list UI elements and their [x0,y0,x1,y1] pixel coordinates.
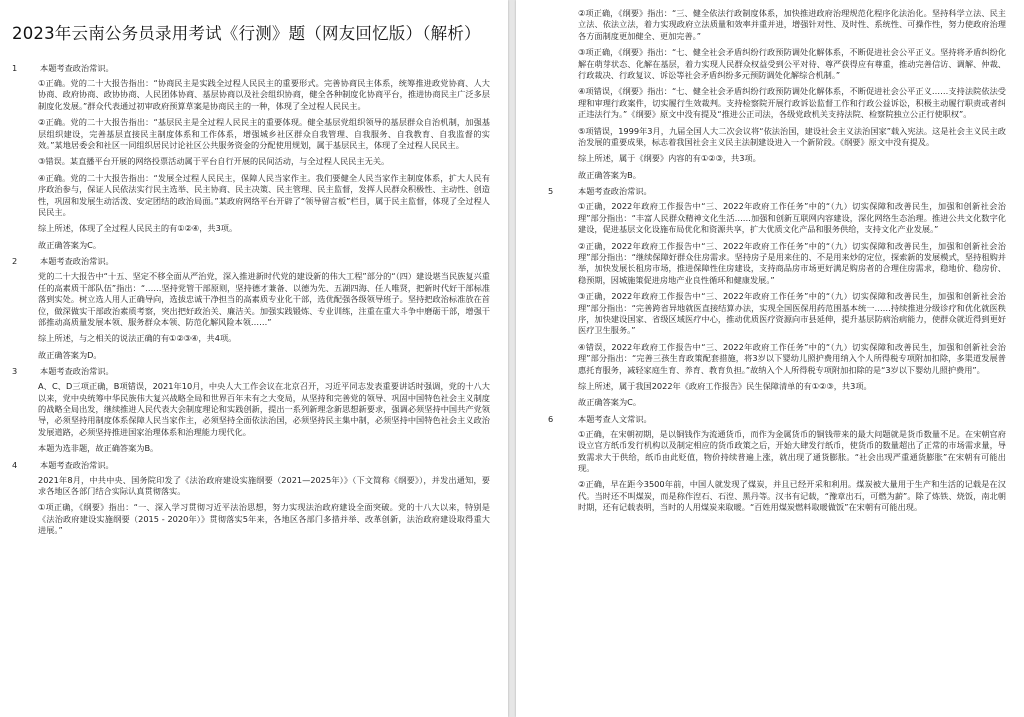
explanation-paragraph: 本题为选非题，故正确答案为B。 [38,443,159,454]
question-block [530,8,1006,181]
explanation-paragraph: ①项正确，《纲要》指出：“一、深入学习贯彻习近平法治思想，努力实现法治政府建设全面突破。党的十八大以来，特别是《法治政府建设实施纲要（2015 - 2020年）》贯彻落实5年来，各地区各部门多措并举、改革创新，法治政府建设取得重大进展。” [38,502,490,536]
question-topic: 本题考查政治常识。 [40,459,114,470]
explanation-paragraph: 故正确答案为C。 [578,397,642,408]
question-header [530,414,1006,425]
explanation-paragraph: A、C、D三项正确，B项错误，2021年10月，中央人大工作会议在北京召开，习近平同志发表重要讲话时强调，党的十八大以来，党中央统筹中华民族伟大复兴战略全局和世界百年未有之大变局，从坚持和完善党的领导、巩固中国特色社会主义制度的战略全局出发，继续推进人民代表大会制度理论和实践创新，提出一系列新理念新思想新要求，强调必须坚持中国共产党领导，必须坚持用制度体系保障人民当家作主，必须坚持全面依法治国，必须坚持民主集中制，必须坚持中国特色社会主义政治发展道路，必须坚持推进国家治理体系和治理能力现代化。 [38,381,490,437]
explanation-paragraph: 综上所述，属于我国2022年《政府工作报告》民生保障清单的有①②③，共3项。 [578,380,872,391]
question-number: 5 [548,186,554,197]
question-block [530,186,1006,409]
explanation-paragraph: ③正确，2022年政府工作报告中“三、2022年政府工作任务”中的“（九）切实保障和改善民生，加强和创新社会治理”部分指出：“完善跨省异地就医直接结算办法，实现全国医保用药范围基本统一……持续推进分级诊疗和优化就医秩序，加快建设国家、省级区域医疗中心，推动优质医疗资源向市县延伸，提升基层防病治病能力，使群众就近得到更好医疗卫生服务。” [578,291,1006,336]
question-number: 4 [12,459,18,470]
question-number: 2 [12,256,18,267]
question-topic: 本题考查人文常识。 [578,413,652,424]
question-number: 6 [548,413,554,424]
explanation-paragraph: ②项正确，《纲要》指出：“三、健全依法行政制度体系，加快推进政府治理规范化程序化法治化。坚持科学立法、民主立法、依法立法，着力实现政府立法质量和效率并重并进，增强针对性、及时性、系统性、可操作性，努力使政府治理各方面制度更加健全、更加完善。” [578,8,1006,41]
explanation-paragraph: 综上所述，与之相关的说法正确的有①②③④，共4项。 [38,333,237,344]
question-header [10,366,490,377]
explanation-paragraph: ②正确，早在距今3500年前，中国人就发现了煤炭，并且已经开采和利用。煤炭被大量用于生产和生活的记载是在汉代。当时还不叫煤炭，而是称作湼石、石湼、黑丹等。汉书有记载，“豫章出石，可燃为薪”。除了炼铁、烧饭，南北朝时期，还有记载表明，当时的人用煤炭来取暖。“百姓用煤炭燃料取暖做饭”在宋朝有可能出现。 [578,479,1006,513]
explanation-paragraph: ④错误，2022年政府工作报告中“三、2022年政府工作任务”中的“（九）切实保障和改善民生，加强和创新社会治理”部分指出：“完善三孩生育政策配套措施，将3岁以下婴幼儿照护费用纳入个人所得税专项附加扣除，多渠道发展普惠托育服务，减轻家庭生育、养育、教育负担。”故纳入个人所得税专项附加扣除的是“3岁以下婴幼儿照护费用”。 [578,341,1006,375]
document-title: 2023年云南公务员录用考试《行测》题（网友回忆版）（解析） [12,24,481,43]
explanation-paragraph: ④正确。党的二十大报告指出：“发展全过程人民民主，保障人民当家作主。我们要健全人民当家作主制度体系，扩大人民有序政治参与，保证人民依法实行民主选举、民主协商、民主决策、民主管理、民主监督，发挥人民群众积极性、主动性、创造性，巩固和发展生动活泼、安定团结的政治局面。”某政府网络平台开辟了“领导留言板”栏目，属于民主监督，体现了全过程人民民主。 [38,172,490,218]
explanation-paragraph: ①正确，在宋朝初期，是以铜钱作为流通货币，而作为金属货币的铜钱带来的最大问题就是货币数量不足。在宋朝官府设立官方纸币发行机构以及制定相应的货币政策之后，开始大肆发行纸币，使货币的数量超出了正常的市场需求量，导致需求大于供给，纸币由此贬值，物价持续普遍上涨，就出现了通货膨胀。“社会出现严重通货膨胀”在宋朝有可能出现。 [578,428,1006,473]
question-block [10,63,490,251]
explanation-paragraph: 故正确答案为C。 [38,239,102,250]
question-topic: 本题考查政治常识。 [40,63,114,73]
question-topic: 本题考查政治常识。 [40,256,114,267]
explanation-paragraph: ②正确。党的二十大报告指出：“基层民主是全过程人民民主的重要体现。健全基层党组织领导的基层群众自治机制，加强基层组织建设，完善基层直接民主制度体系和工作体系，增强城乡社区群众自我管理、自我服务、自我教育、自我监督的实效。”某地居委会和社区一同组织居民讨论社区公共服务资金的分配使用规划，属于基层民主，体现了全过程人民民主。 [38,117,490,151]
explanation-paragraph: ①正确，2022年政府工作报告中“三、2022年政府工作任务”中的“（九）切实保障和改善民生，加强和创新社会治理”部分指出：“丰富人民群众精神文化生活……加强和创新互联网内容建设，深化网络生态治理。推进公共文化数字化建设，促进基层文化设施布局优化和资源共享，扩大优质文化产品和服务供给，支持文化产业发展。” [578,201,1006,235]
explanation-paragraph: 综上所述，体现了全过程人民民主的有①②④，共3项。 [38,223,238,234]
question-block [10,460,490,537]
question-block [10,366,490,454]
question-block [530,414,1006,514]
question-header [10,460,490,471]
explanation-paragraph: 综上所述，属于《纲要》内容的有①②③，共3项。 [578,153,761,164]
explanation-paragraph: ③错误。某直播平台开展的网络投票活动属于平台自行开展的民间活动，与全过程人民民主无关。 [38,156,390,167]
explanation-paragraph: ①正确。党的二十大报告指出：“协商民主是实践全过程人民民主的重要形式。完善协商民主体系，统筹推进政党协商、人大协商、政府协商、政协协商、人民团体协商、基层协商以及社会组织协商，健全各种制度化协商平台，推进协商民主广泛多层制度化发展。”群众代表通过初审政府预算草案是协商民主的一种，体现了全过程人民民主。 [38,78,490,111]
question-header [10,256,490,267]
explanation-paragraph: ④项错误，《纲要》指出：“七、健全社会矛盾纠纷行政预防调处化解体系，不断促进社会公平正义……支持法院依法受理和审理行政案件，切实履行生效裁判。支持检察院开展行政诉讼监督工作和行政公益诉讼，积极主动履行职责或者纠正违法行为。”《纲要》原文中没有提及“推进公正司法，各级党政机关支持法院、检察院独立公正行使职权”。 [578,86,1006,120]
explanation-paragraph: ②正确，2022年政府工作报告中“三、2022年政府工作任务”中的“（九）切实保障和改善民生，加强和创新社会治理”部分指出：“继续保障好群众住房需求。坚持房子是用来住的、不是用来炒的定位，探索新的发展模式，坚持租购并举，加快发展长租房市场，推进保障性住房建设，支持商品房市场更好满足购房者的合理住房需求，稳地价、稳房价、稳预期，因城施策促进房地产业良性循环和健康发展。” [578,240,1006,285]
question-header [10,63,490,74]
question-topic: 本题考查政治常识。 [40,366,114,377]
explanation-paragraph: ⑤项错误，1999年3月，九届全国人大二次会议将“依法治国，建设社会主义法治国家”载入宪法。这是社会主义民主政治发展的重要成果，标志着我国社会主义民主法制建设进入一个新阶段。《纲要》原文中没有提及。 [578,125,1006,148]
question-block [10,256,490,361]
explanation-paragraph: 故正确答案为B。 [578,169,641,180]
question-number: 3 [12,366,18,377]
document-page-left [0,0,508,717]
question-number: 1 [12,63,18,73]
explanation-paragraph: ③项正确，《纲要》指出：“七、健全社会矛盾纠纷行政预防调处化解体系，不断促进社会公平正义。坚持将矛盾纠纷化解在萌芽状态、化解在基层，着力实现人民群众权益受到公平对待、尊严获得应有尊重，推动完善信访、调解、仲裁、行政裁决、行政复议、诉讼等社会矛盾纠纷多元预防调处化解综合机制。” [578,47,1006,81]
question-topic: 本题考查政治常识。 [578,186,652,197]
document-page-right [516,0,1024,717]
left-page-body [10,63,490,537]
explanation-paragraph: 故正确答案为D。 [38,349,102,360]
question-header [530,186,1006,197]
right-page-body [530,8,1006,514]
explanation-paragraph: 2021年8月，中共中央、国务院印发了《法治政府建设实施纲要（2021—2025年）》（下文简称《纲要》），并发出通知，要求各地区各部门结合实际认真贯彻落实。 [38,474,490,496]
explanation-paragraph: 党的二十大报告中“十五、坚定不移全面从严治党，深入推进新时代党的建设新的伟大工程”部分的“（四）建设堪当民族复兴重任的高素质干部队伍”指出：“……坚持党管干部原则，坚持德才兼备、以德为先、五湖四海、任人唯贤，把新时代好干部标准落到实处。树立选人用人正确导向，选拔忠诚干净担当的高素质专业化干部，选优配强各级领导班子。坚持把政治标准放在首位，做深做实干部政治素质考察，突出把好政治关、廉洁关。加强实践锻炼、专业训练，注重在重大斗争中磨砺干部，增强干部推动高质量发展本领、服务群众本领、防范化解风险本领……” [38,271,490,327]
